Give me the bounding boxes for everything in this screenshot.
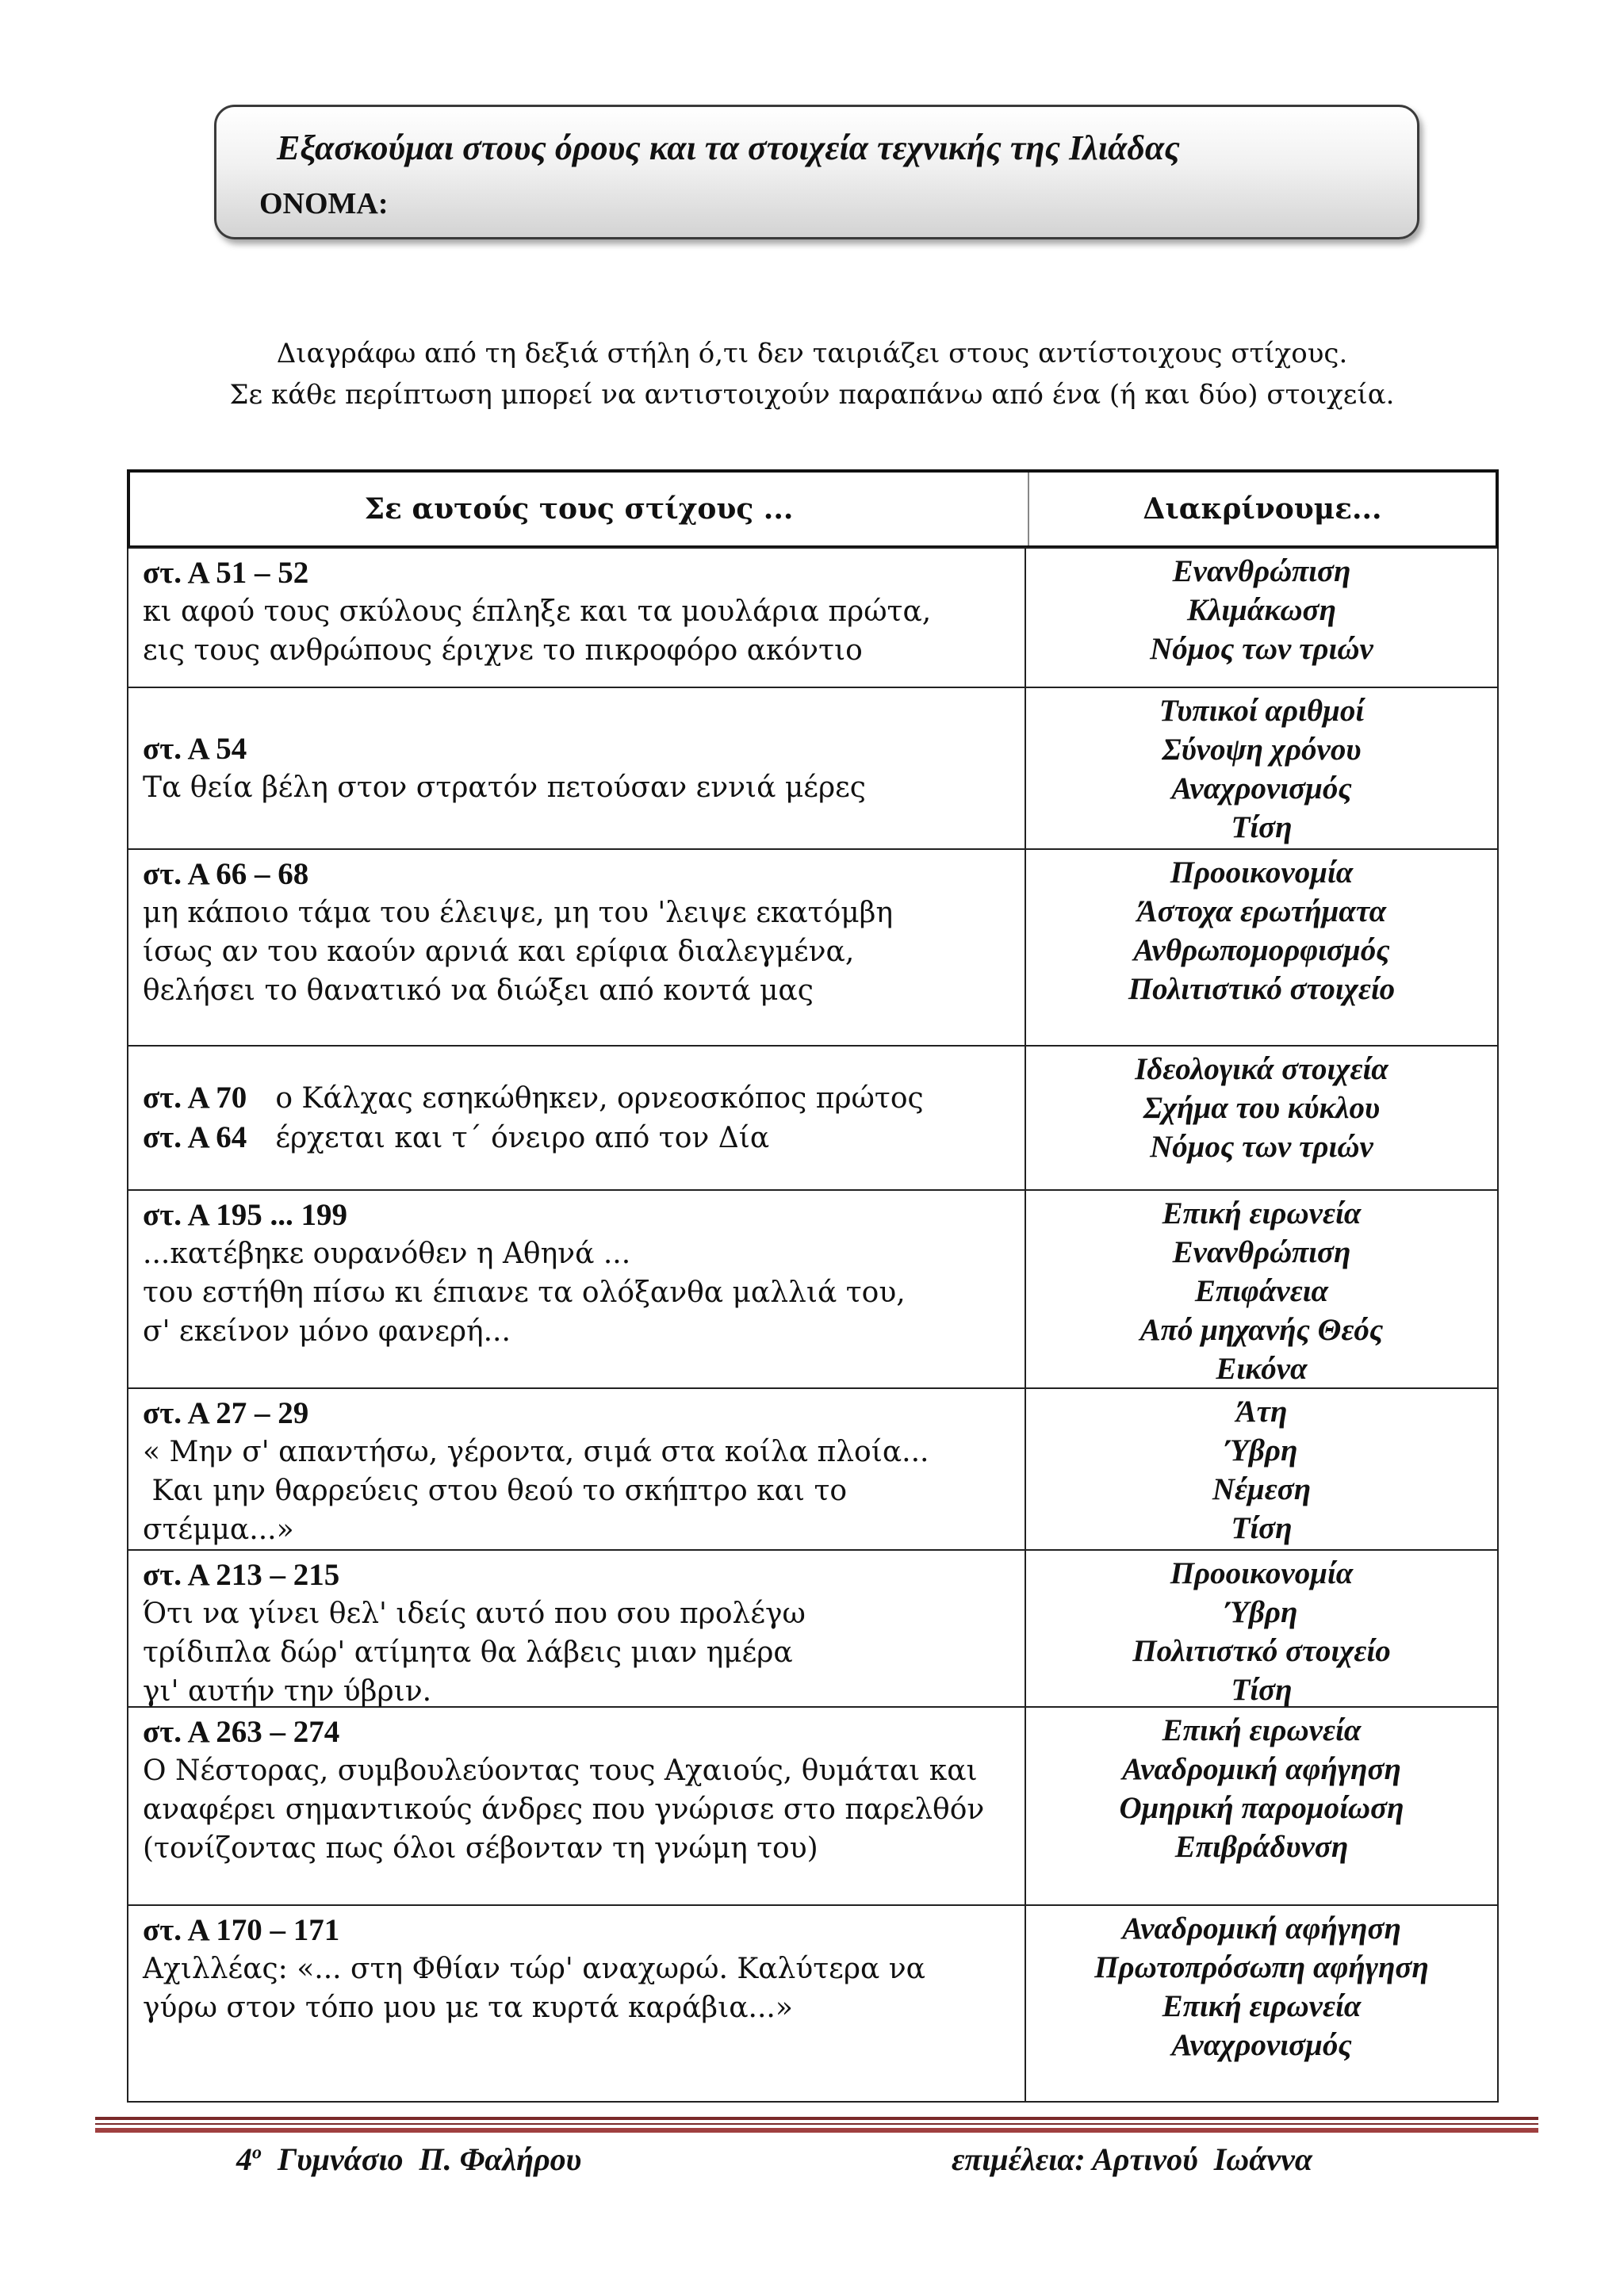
verse-line: έρχεται και τ΄ όνειρο από τον Δία	[275, 1122, 770, 1154]
verse-cell	[128, 1708, 1026, 1904]
term-option[interactable]: Νέμεση	[1212, 1472, 1312, 1506]
terms-cell	[1026, 549, 1497, 687]
term-option[interactable]: Τίση	[1231, 1673, 1293, 1707]
school-number-suffix: ο	[252, 2142, 262, 2164]
term-option[interactable]: Αναδρομική αφήγηση	[1122, 1911, 1401, 1946]
term-option[interactable]: Προοικονομία	[1170, 1556, 1354, 1590]
table-row	[128, 848, 1497, 1045]
verse-line: αναφέρει σημαντικούς άνδρες που γνώρισε στο παρελθόν	[143, 1793, 985, 1826]
verse-reference: στ. Α 51 – 52	[143, 556, 309, 590]
name-label: ΟΝΟΜΑ:	[259, 187, 389, 220]
term-option[interactable]: Ομηρική παρομοίωση	[1119, 1791, 1404, 1825]
term-option[interactable]: Ενανθρώπιση	[1172, 554, 1351, 588]
terms-cell	[1026, 850, 1497, 1045]
instructions	[0, 333, 1624, 415]
term-option[interactable]: Σχήμα του κύκλου	[1143, 1091, 1381, 1125]
footer-editor: επιμέλεια: Αρτινού Ιωάννα	[952, 2141, 1312, 2177]
term-option[interactable]: Επική ειρωνεία	[1162, 1713, 1362, 1747]
verse-cell	[128, 1389, 1026, 1549]
table-row	[128, 1549, 1497, 1706]
term-option[interactable]: Ανθρωπομορφισμός	[1133, 933, 1390, 967]
term-option[interactable]: Αναχρονισμός	[1171, 2028, 1352, 2062]
worksheet-title: Εξασκούμαι στους όρους και τα στοιχεία τεχνικής της Ιλιάδας	[277, 128, 1180, 167]
verse-reference: στ. Α 70	[143, 1081, 247, 1115]
term-option[interactable]: Ενανθρώπιση	[1172, 1235, 1351, 1269]
verse-reference: στ. Α 66 – 68	[143, 857, 309, 891]
table-row	[128, 1706, 1497, 1904]
table-row	[128, 1045, 1497, 1189]
instruction-line-1: Διαγράφω από τη δεξιά στήλη ό,τι δεν ταιριάζει στους αντίστοιχους στίχους.	[276, 338, 1348, 369]
verse-line: Ο Νέστορας, συμβουλεύοντας τους Αχαιούς, θυμάται και	[143, 1755, 978, 1787]
verse-line: Αχιλλέας: «... στη Φθίαν τώρ' αναχωρώ. Καλύτερα να	[143, 1953, 925, 1985]
verse-cell	[128, 688, 1026, 848]
verse-line: ο Κάλχας εσηκώθηκεν, ορνεοσκόπος πρώτος	[275, 1082, 924, 1115]
verse-cell	[128, 1551, 1026, 1706]
term-option[interactable]: Τυπικοί αριθμοί	[1159, 694, 1365, 728]
footer-divider	[95, 2123, 1538, 2125]
terms-cell	[1026, 688, 1497, 848]
term-option[interactable]: Επιβράδυνση	[1174, 1830, 1349, 1864]
term-option[interactable]: Επιφάνεια	[1194, 1274, 1329, 1308]
terms-cell	[1026, 1389, 1497, 1549]
term-option[interactable]: Προοικονομία	[1170, 855, 1354, 890]
exercise-table	[127, 469, 1499, 2103]
term-option[interactable]: Νόμος των τριών	[1150, 632, 1373, 666]
school-name: Γυμνάσιο Π. Φαλήρου	[262, 2141, 582, 2177]
verse-line: τρίδιπλα δώρ' ατίμητα θα λάβεις μιαν ημέρα	[143, 1636, 793, 1669]
school-number: 4	[236, 2141, 252, 2177]
verse-line: Ότι να γίνει θελ' ιδείς αυτό που σου προλέγω	[143, 1598, 806, 1630]
verse-line: κι αφού τους σκύλους έπληξε και τα μουλάρια πρώτα,	[143, 595, 932, 628]
term-option[interactable]: Επική ειρωνεία	[1162, 1989, 1362, 2023]
verse-line: (τονίζοντας πως όλοι σέβονταν τη γνώμη του)	[143, 1832, 818, 1865]
table-row	[128, 1904, 1497, 2101]
table-row	[128, 1387, 1497, 1549]
verse-line: « Μην σ' απαντήσω, γέροντα, σιμά στα κοίλα πλοία...	[143, 1436, 929, 1468]
column-header-verses: Σε αυτούς τους στίχους ...	[130, 473, 1029, 545]
term-option[interactable]: Επική ειρωνεία	[1162, 1196, 1362, 1230]
verse-cell	[128, 1191, 1026, 1387]
footer-divider	[95, 2128, 1538, 2133]
verse-reference: στ. Α 27 – 29	[143, 1396, 309, 1430]
verse-line: ...κατέβηκε ουρανόθεν η Αθηνά ...	[143, 1238, 631, 1270]
verse-line: του εστήθη πίσω κι έπιανε τα ολόξανθα μαλλιά του,	[143, 1276, 906, 1309]
verse-cell	[128, 549, 1026, 687]
terms-cell	[1026, 1047, 1497, 1189]
term-option[interactable]: Ύβρη	[1225, 1433, 1298, 1468]
title-box	[214, 105, 1419, 239]
verse-line: Και μην θαρρεύεις στου θεού το σκήπτρο και το	[143, 1475, 848, 1507]
column-header-terms: Διακρίνουμε...	[1143, 492, 1382, 526]
verse-reference: στ. Α 64	[143, 1120, 247, 1154]
verse-reference: στ. Α 170 – 171	[143, 1913, 340, 1947]
term-option[interactable]: Ιδεολογικά στοιχεία	[1135, 1052, 1388, 1086]
verse-pair	[143, 1078, 1010, 1118]
table-row	[128, 687, 1497, 848]
term-option[interactable]: Κλιμάκωση	[1187, 593, 1336, 627]
term-option[interactable]: Πρωτοπρόσωπη αφήγηση	[1094, 1950, 1429, 1984]
table-row	[128, 547, 1497, 687]
term-option[interactable]: Αναδρομική αφήγηση	[1122, 1752, 1401, 1786]
verse-line: γι' αυτήν την ύβριν.	[143, 1675, 432, 1708]
verse-cell	[128, 1047, 1026, 1189]
verse-cell	[128, 850, 1026, 1045]
terms-cell	[1026, 1708, 1497, 1904]
verse-reference: στ. Α 213 – 215	[143, 1558, 340, 1592]
verse-line: Τα θεία βέλη στον στρατόν πετούσαν εννιά μέρες	[143, 771, 866, 804]
verse-reference: στ. Α 54	[143, 732, 247, 766]
term-option[interactable]: Άτη	[1235, 1395, 1288, 1429]
term-option[interactable]: Τίση	[1231, 810, 1293, 844]
term-option[interactable]: Τίση	[1231, 1511, 1293, 1545]
term-option[interactable]: Σύνοψη χρόνου	[1162, 733, 1362, 767]
verse-cell	[128, 1906, 1026, 2101]
table-row	[128, 1189, 1497, 1387]
instruction-line-2: Σε κάθε περίπτωση μπορεί να αντιστοιχούν παραπάνω από ένα (ή και δύο) στοιχεία.	[229, 379, 1395, 411]
terms-cell	[1026, 1906, 1497, 2101]
footer-school	[236, 2141, 581, 2178]
footer-divider	[95, 2117, 1538, 2120]
term-option[interactable]: Άστοχα ερωτήματα	[1136, 894, 1387, 928]
table-header	[127, 469, 1499, 549]
verse-pair	[143, 1118, 1010, 1158]
verse-line: εις τους ανθρώπους έριχνε το πικροφόρο ακόντιο	[143, 634, 863, 667]
verse-line: μη κάποιο τάμα του έλειψε, μη του 'λειψε εκατόμβη	[143, 897, 894, 929]
term-option[interactable]: Αναχρονισμός	[1171, 771, 1352, 806]
verse-line: στέμμα...»	[143, 1513, 294, 1546]
verse-reference: στ. Α 263 – 274	[143, 1715, 340, 1749]
verse-line: σ' εκείνον μόνο φανερή...	[143, 1315, 511, 1348]
verse-line: γύρω στον τόπο μου με τα κυρτά καράβια...»	[143, 1992, 793, 2024]
verse-reference: στ. Α 195 ... 199	[143, 1198, 348, 1232]
terms-cell	[1026, 1551, 1497, 1706]
terms-cell	[1026, 1191, 1497, 1387]
term-option[interactable]: Ύβρη	[1225, 1595, 1298, 1629]
term-option[interactable]: Πολιτιστκό στοιχείο	[1132, 1634, 1391, 1668]
verse-line: θελήσει το θανατικό να διώξει από κοντά μας	[143, 974, 814, 1007]
term-option[interactable]: Πολιτιστικό στοιχείο	[1128, 972, 1396, 1006]
verse-line: ίσως αν του καούν αρνιά και ερίφια διαλεγμένα,	[143, 936, 855, 968]
term-option[interactable]: Από μηχανής Θεός	[1139, 1313, 1384, 1347]
term-option[interactable]: Νόμος των τριών	[1150, 1130, 1373, 1164]
term-option[interactable]: Εικόνα	[1216, 1352, 1308, 1386]
